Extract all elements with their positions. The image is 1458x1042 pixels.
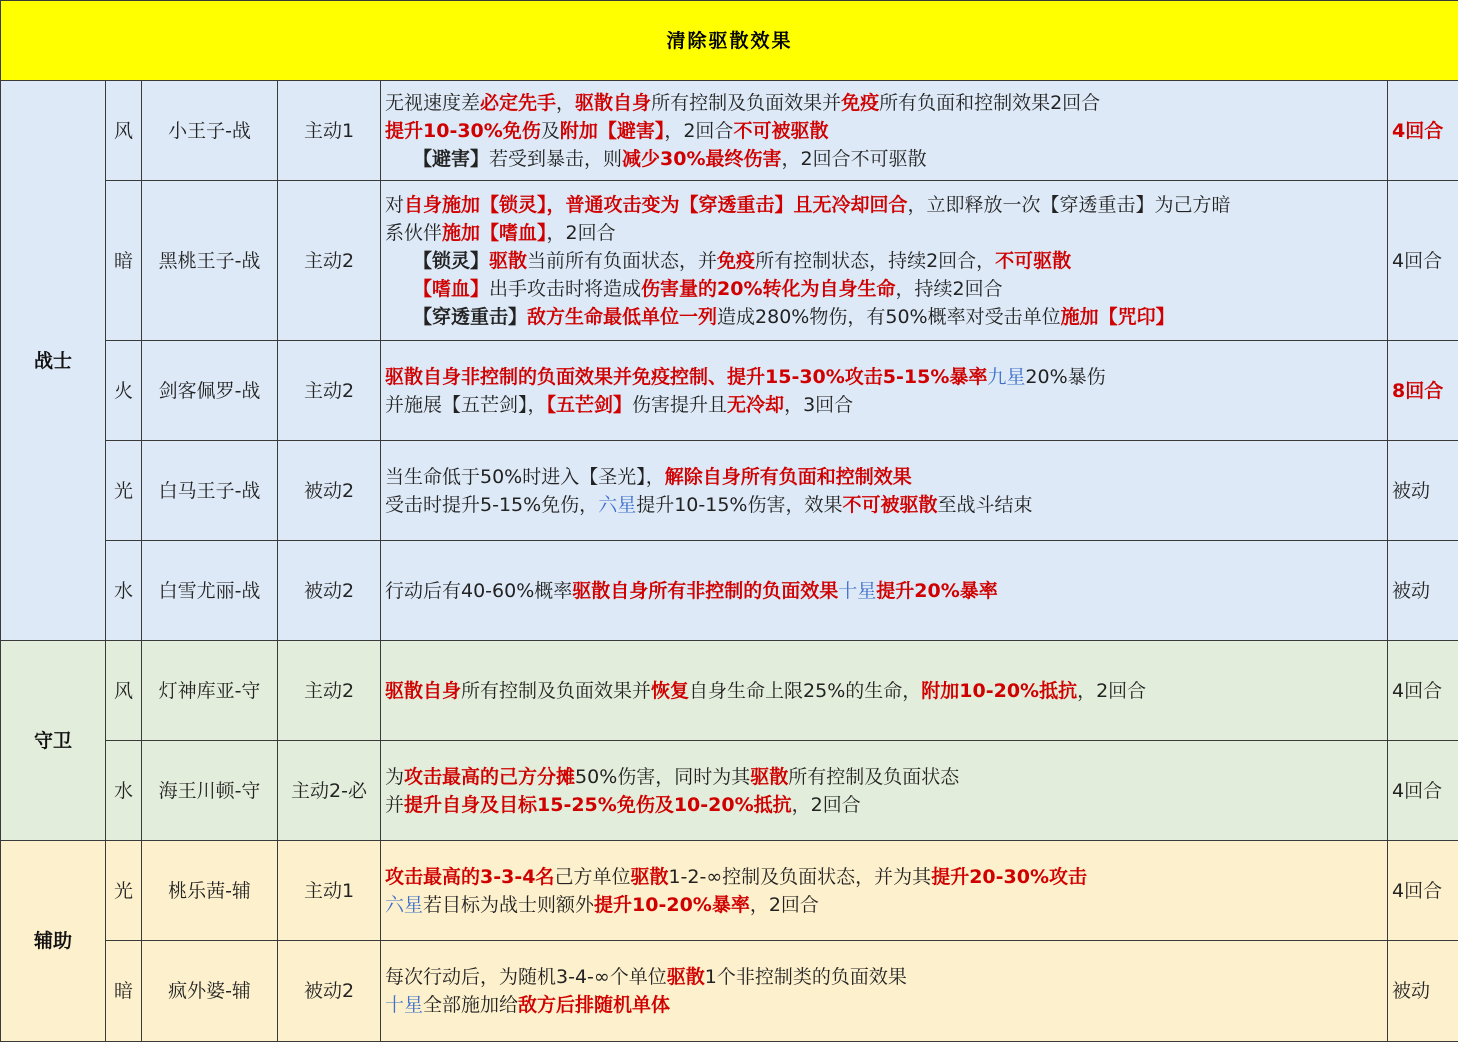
group-label-guard: 守卫 [1,641,106,841]
duration-cell: 被动 [1388,941,1458,1042]
skill-type: 被动2 [278,541,381,641]
table-row [1,941,1458,1042]
desc-line: 并提升自身及目标15-25%免伤及10-20%抵抗，2回合 [385,791,1383,819]
desc-line: 当生命低于50%时进入【圣光】，解除自身所有负面和控制效果 [385,463,1383,491]
group-label-support: 辅助 [1,841,106,1042]
skill-type: 主动2 [278,341,381,441]
desc-line: 【嗜血】出手攻击时将造成伤害量的20%转化为自身生命，持续2回合 [385,275,1383,303]
hero-name: 海王川顿-守 [142,741,278,841]
desc-line: 【避害】若受到暴击，则减少30%最终伤害，2回合不可驱散 [385,145,1383,173]
element-cell: 水 [106,541,142,641]
desc-line: 十星全部施加给敌方后排随机单体 [385,991,1383,1019]
desc-line: 行动后有40-60%概率驱散自身所有非控制的负面效果十星提升20%暴率 [385,577,1383,605]
desc-line: 驱散自身非控制的负面效果并免疫控制、提升15-30%攻击5-15%暴率九星20%暴伤 [385,363,1383,391]
desc-line: 驱散自身所有控制及负面效果并恢复自身生命上限25%的生命，附加10-20%抵抗，2回合 [385,677,1383,705]
hero-name: 灯神库亚-守 [142,641,278,741]
hero-name: 白雪尤丽-战 [142,541,278,641]
table-row [1,341,1458,441]
element-cell: 光 [106,841,142,941]
skill-description [381,541,1388,641]
table-row [1,541,1458,641]
hero-name: 白马王子-战 [142,441,278,541]
table-row [1,81,1458,181]
skill-description [381,181,1388,341]
skill-description [381,941,1388,1042]
desc-line: 为攻击最高的己方分摊50%伤害，同时为其驱散所有控制及负面状态 [385,763,1383,791]
duration-cell: 4回合 [1388,81,1458,181]
hero-name: 疯外婆-辅 [142,941,278,1042]
table-row [1,181,1458,341]
duration-cell: 4回合 [1388,741,1458,841]
table-row [1,441,1458,541]
hero-name: 黑桃王子-战 [142,181,278,341]
hero-name: 小王子-战 [142,81,278,181]
table-row [1,641,1458,741]
desc-line: 【穿透重击】敌方生命最低单位一列造成280%物伤，有50%概率对受击单位施加【咒印】 [385,303,1383,331]
table-row [1,741,1458,841]
hero-name: 桃乐茜-辅 [142,841,278,941]
element-cell: 光 [106,441,142,541]
desc-line: 无视速度差必定先手，驱散自身所有控制及负面效果并免疫所有负面和控制效果2回合 [385,89,1383,117]
title-row [1,1,1458,81]
skill-type: 被动2 [278,941,381,1042]
desc-line: 对自身施加【锁灵】，普通攻击变为【穿透重击】且无冷却回合，立即释放一次【穿透重击】为己方暗 [385,191,1383,219]
duration-cell: 被动 [1388,541,1458,641]
element-cell: 风 [106,641,142,741]
desc-line: 【锁灵】驱散当前所有负面状态，并免疫所有控制状态，持续2回合，不可驱散 [385,247,1383,275]
skill-type: 主动1 [278,841,381,941]
desc-line: 提升10-30%免伤及附加【避害】，2回合不可被驱散 [385,117,1383,145]
skill-description [381,741,1388,841]
duration-cell: 4回合 [1388,841,1458,941]
skill-description [381,341,1388,441]
duration-cell: 4回合 [1388,641,1458,741]
element-cell: 暗 [106,941,142,1042]
skill-type: 主动1 [278,81,381,181]
skill-type: 主动2 [278,181,381,341]
desc-line: 每次行动后，为随机3-4-∞个单位驱散1个非控制类的负面效果 [385,963,1383,991]
skill-description [381,81,1388,181]
element-cell: 水 [106,741,142,841]
page-title: 清除驱散效果 [1,1,1458,81]
table-row [1,841,1458,941]
skill-description [381,441,1388,541]
desc-line: 六星若目标为战士则额外提升10-20%暴率，2回合 [385,891,1383,919]
group-label-warrior: 战士 [1,81,106,641]
skill-type: 主动2 [278,641,381,741]
skill-type: 被动2 [278,441,381,541]
skill-description [381,841,1388,941]
element-cell: 风 [106,81,142,181]
duration-cell: 4回合 [1388,181,1458,341]
desc-line: 受击时提升5-15%免伤，六星提升10-15%伤害，效果不可被驱散至战斗结束 [385,491,1383,519]
skill-type: 主动2-必 [278,741,381,841]
desc-line: 系伙伴施加【嗜血】，2回合 [385,219,1383,247]
skill-description [381,641,1388,741]
desc-line: 并施展【五芒剑】，【五芒剑】伤害提升且无冷却，3回合 [385,391,1383,419]
element-cell: 暗 [106,181,142,341]
duration-cell: 8回合 [1388,341,1458,441]
desc-line: 攻击最高的3-3-4名己方单位驱散1-2-∞控制及负面状态，并为其提升20-30%攻击 [385,863,1383,891]
duration-cell: 被动 [1388,441,1458,541]
hero-name: 剑客佩罗-战 [142,341,278,441]
element-cell: 火 [106,341,142,441]
